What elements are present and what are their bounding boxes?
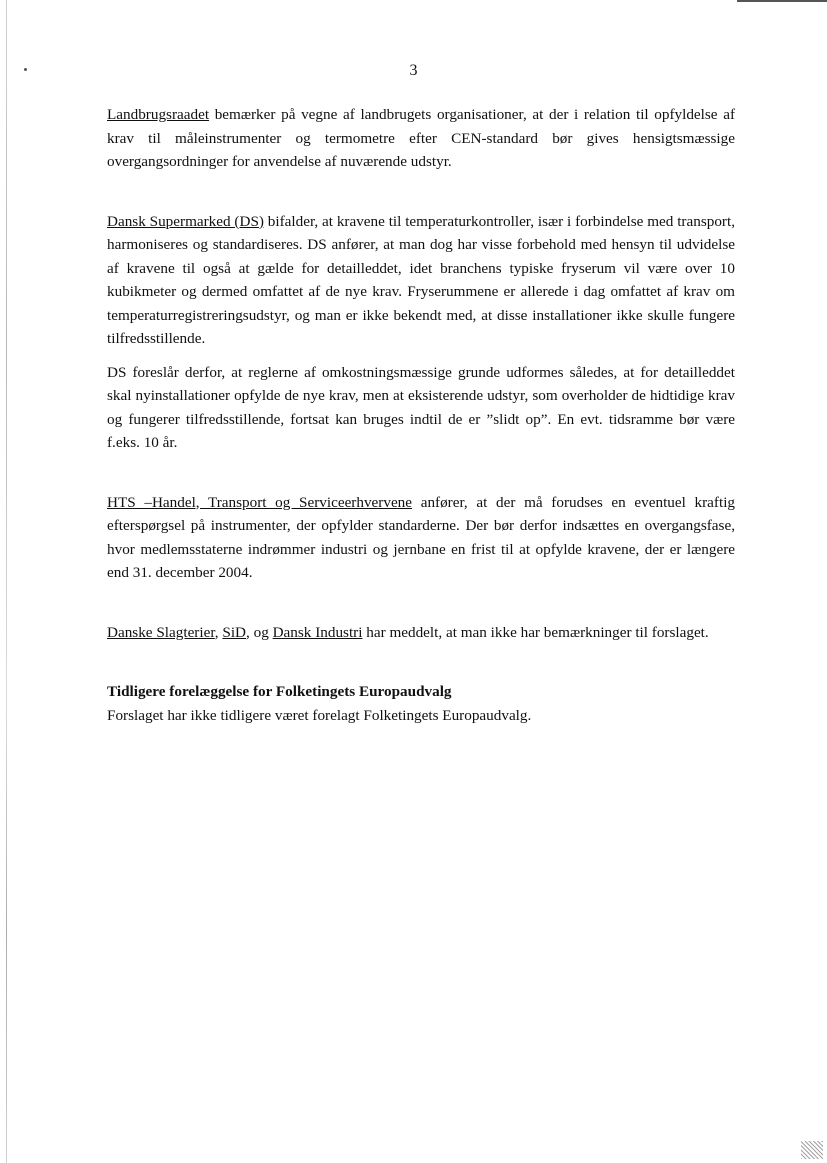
section-heading: Tidligere forelæggelse for Folketingets Europaudvalg bbox=[107, 683, 452, 700]
paragraph-no-comments bbox=[107, 621, 735, 645]
paragraph-hts bbox=[107, 491, 735, 585]
org-name: HTS –Handel, Transport og Serviceerhvervene bbox=[107, 493, 413, 511]
page-number: 3 bbox=[409, 62, 418, 79]
org-name: Danske Slagterier bbox=[107, 623, 215, 641]
org-name: Dansk Industri bbox=[272, 623, 363, 641]
separator: , og bbox=[246, 623, 273, 641]
scan-edge-left bbox=[6, 0, 7, 1163]
org-name: Dansk Supermarked (DS) bbox=[107, 212, 264, 230]
paragraph-text: anfører, at der må forudses en eventuel kraftig efterspørgsel på instrumenter, der opfylder standarderne. Der bør derfor indsættes en overgangsfase, hvor medlemsstaterne indrømmer industri og jernbane en frist til at opfylde kravene, der er længere end 31. december 2004. bbox=[107, 493, 736, 581]
paragraph-text: bifalder, at kravene til temperaturkontroller, især i forbindelse med transport, harmoniseres og standardiseres. DS anfører, at man dog har visse forbehold med hensyn til udvidelse af kravene til også at gælde for detailleddet, idet branchens typiske fryserum vil være over 10 kubikmeter og dermed omfattet af de nye krav. Fryserummene er allerede i dag omfattet af krav om temperaturregistreringsudstyr, og man er ikke bekendt med, at disse installationer ikke skulle fungere tilfredsstillende. bbox=[107, 212, 735, 347]
org-name: SiD bbox=[222, 623, 247, 641]
scan-edge-top bbox=[737, 0, 827, 2]
separator: , bbox=[214, 623, 223, 641]
org-name: Landbrugsraadet bbox=[107, 106, 210, 123]
scan-corner-mark bbox=[801, 1141, 823, 1159]
paragraph-text: DS foreslår derfor, at reglerne af omkostningsmæssige grunde udformes således, at for detailleddet skal nyinstallationer opfylde de nye krav, men at eksisterende udstyr, som overholder de hidtidige krav og fungerer tilfredsstillende, fortsat kan bruges indtil de er ”slidt op”. En evt. tidsramme bør være f.eks. 10 år. bbox=[107, 363, 735, 451]
paragraph-text: har meddelt, at man ikke har bemærkninger til forslaget. bbox=[362, 623, 709, 641]
section-body: Forslaget har ikke tidligere været forelagt Folketingets Europaudvalg. bbox=[107, 706, 532, 724]
paragraph-ds-proposal bbox=[107, 361, 735, 455]
document-body bbox=[107, 103, 735, 727]
paragraph-text: bemærker på vegne af landbrugets organisationer, at der i relation til opfyldelse af krav til måleinstrumenter og termometre efter CEN-standard bør gives hensigtsmæssige overgangsordninger for anvendelse af nuværende udstyr. bbox=[107, 106, 735, 170]
paragraph-landbrugsraadet bbox=[107, 103, 735, 174]
paragraph-dansk-supermarked bbox=[107, 210, 735, 351]
